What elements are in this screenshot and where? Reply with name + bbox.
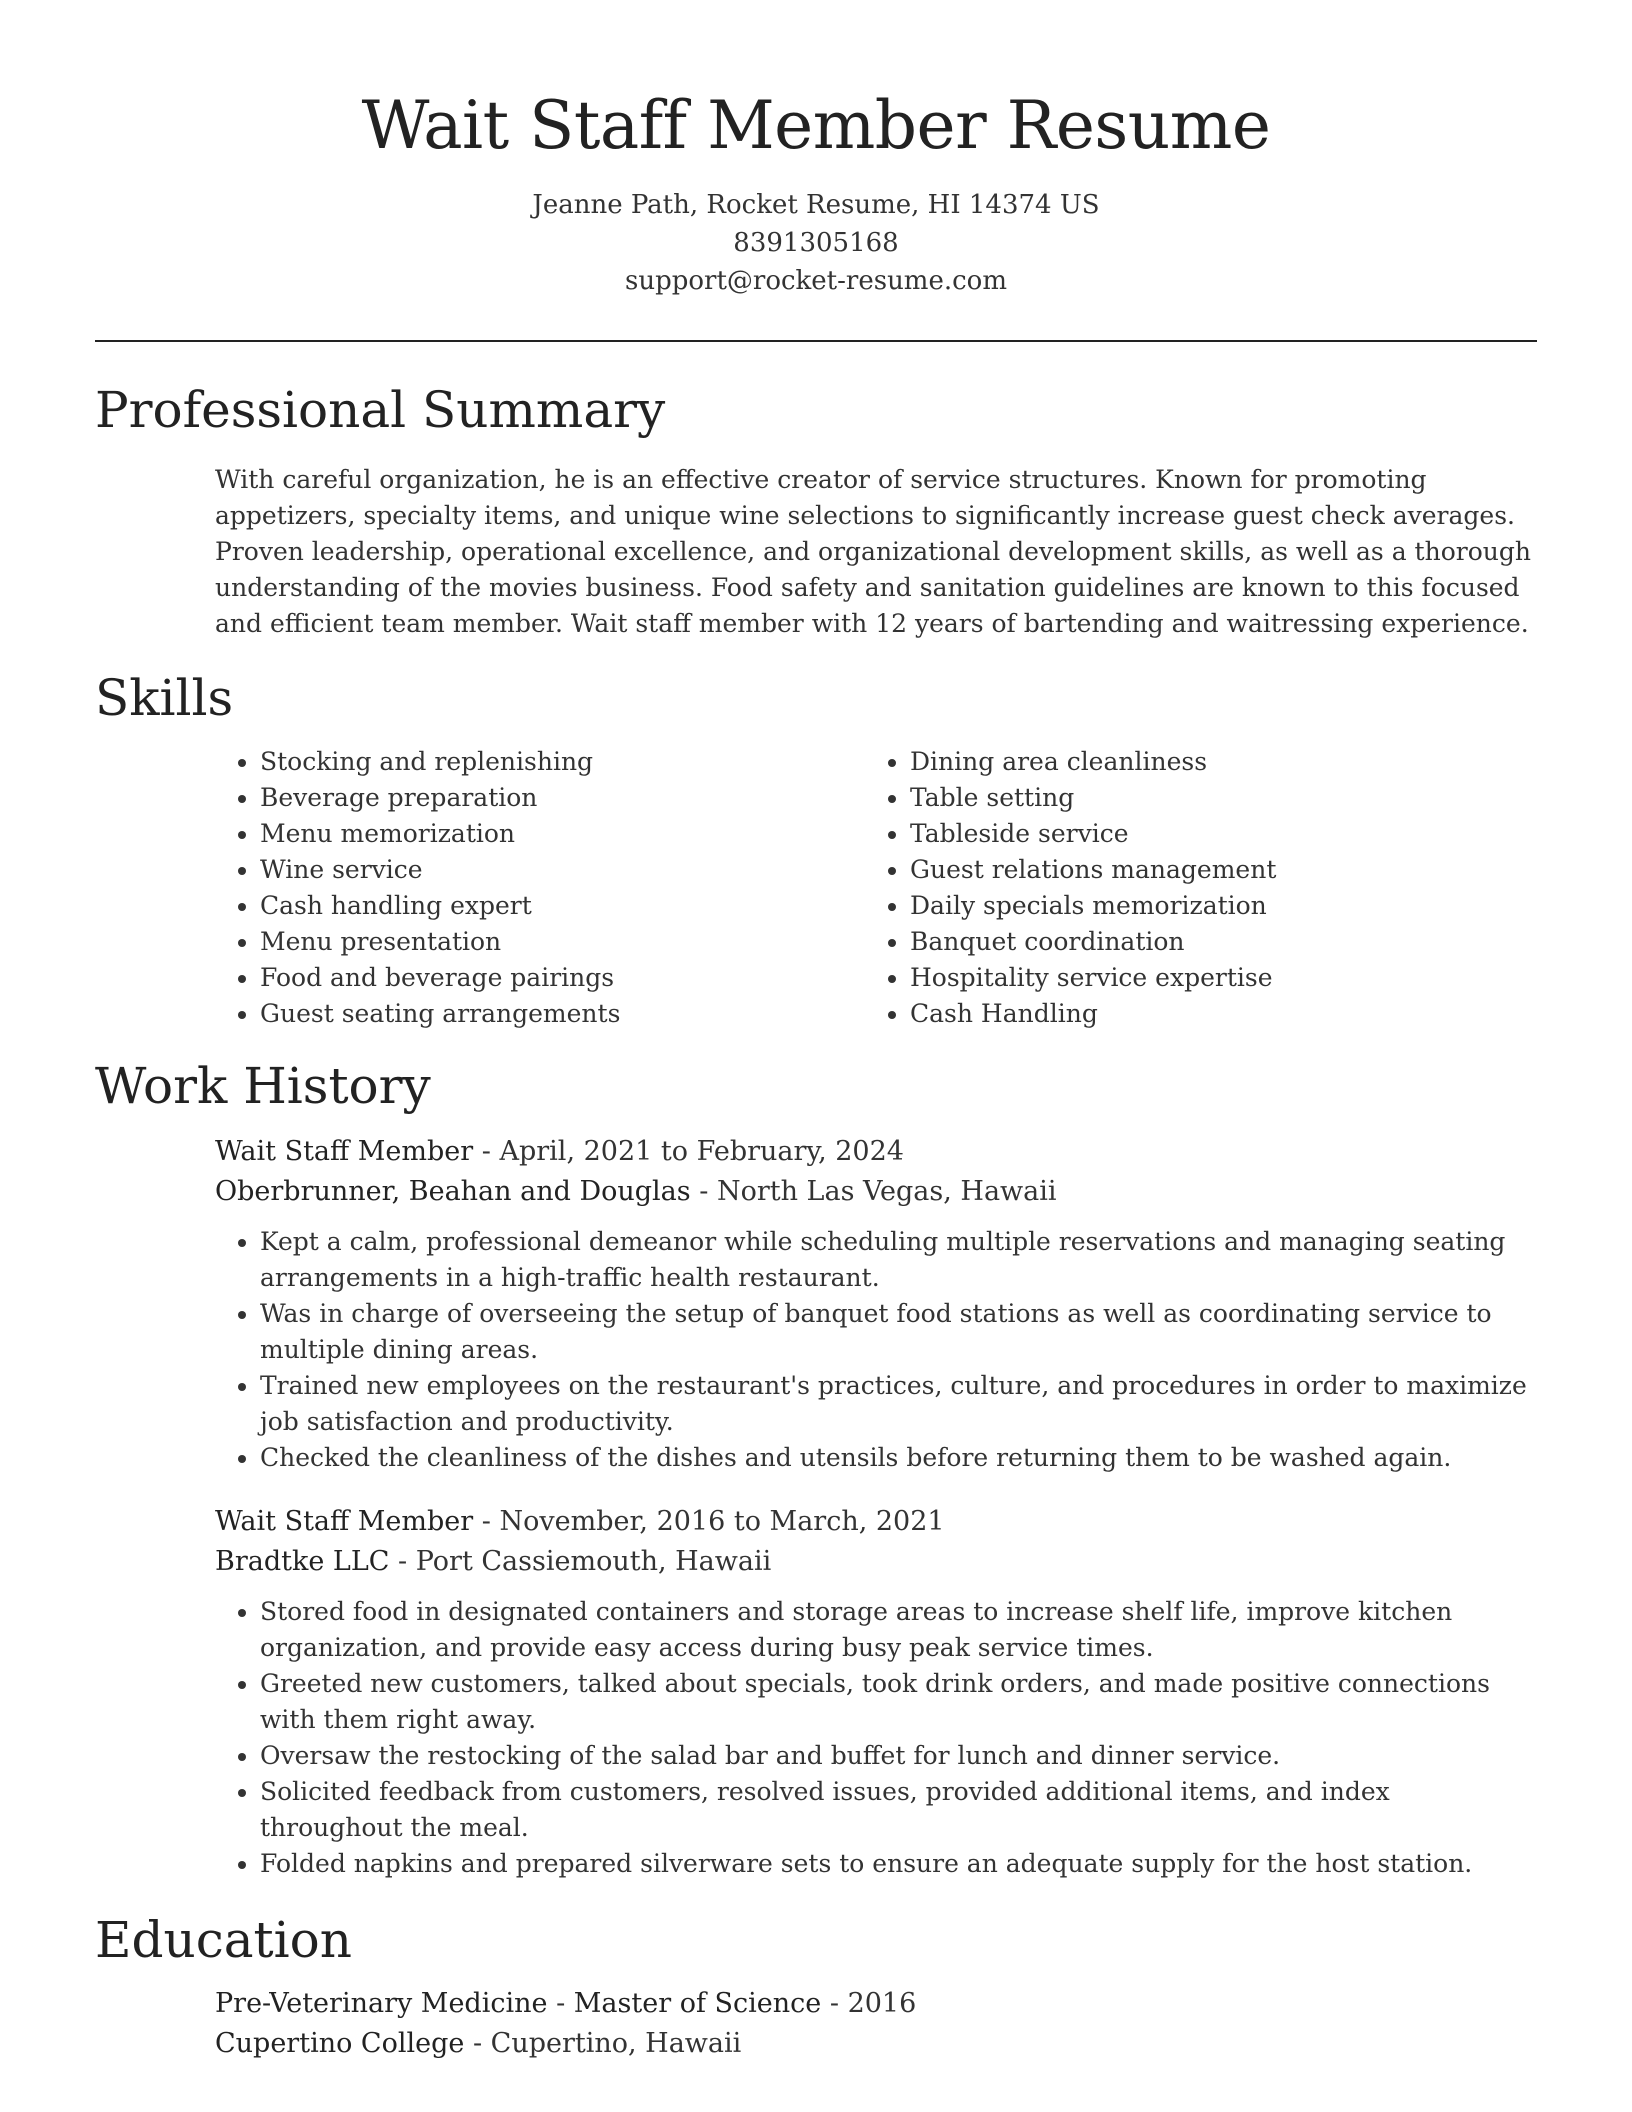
job-dates: November, 2016 to March, 2021	[499, 1506, 945, 1537]
summary-text: With careful organization, he is an effective creator of service structures. Known for promoting appetizers, specialty items, and unique wine selections to significantly increase guest check averages. Proven leadership, operational excellence, and organizational development skills, as well as a thorough understanding of the movies business. Food safety and sanitation guidelines are known to this focused and efficient team member. Wait staff member with 12 years of bartending and waitressing experience.	[215, 465, 1531, 638]
job-location: Port Cassiemouth, Hawaii	[415, 1546, 772, 1577]
job-company: Oberbrunner, Beahan and Douglas	[215, 1176, 691, 1207]
header-divider	[95, 340, 1537, 342]
job-duty: • Oversaw the restocking of the salad bar and buffet for lunch and dinner service.	[260, 1738, 1537, 1774]
job-company-line: Bradtke LLC - Port Cassiemouth, Hawaii	[215, 1546, 772, 1577]
education-entry	[215, 1984, 1537, 2064]
resume-title: Wait Staff Member Resume	[361, 87, 1271, 164]
job-duty: • Stored food in designated containers and storage areas to increase shelf life, improve kitchen organization, and provide easy access during busy peak service times.	[260, 1594, 1537, 1666]
job-duty: • Checked the cleanliness of the dishes and utensils before returning them to be washed again.	[260, 1440, 1537, 1476]
education-degree: Master of Science	[573, 1988, 822, 2019]
skill-item: • Guest seating arrangements	[260, 996, 865, 1032]
job-title: Wait Staff Member	[215, 1506, 474, 1537]
education-year: 2016	[847, 1988, 917, 2019]
job-company-line: Oberbrunner, Beahan and Douglas - North Las Vegas, Hawaii	[215, 1176, 1057, 1207]
skills-column-left	[215, 744, 865, 1032]
job-duty: • Trained new employees on the restaurant's practices, culture, and procedures in order to maximize job satisfaction and productivity.	[260, 1368, 1537, 1440]
skill-item: • Menu memorization	[260, 816, 865, 852]
skill-item: • Wine service	[260, 852, 865, 888]
skills-heading: Skills	[95, 669, 234, 727]
skills-column-right	[865, 744, 1515, 1032]
skill-item: • Beverage preparation	[260, 780, 865, 816]
contact-phone: 8391305168	[733, 228, 899, 258]
resume-header	[95, 0, 1537, 300]
skill-item: • Cash Handling	[910, 996, 1515, 1032]
contact-email: support@rocket-resume.com	[624, 266, 1007, 296]
skill-item: • Tableside service	[910, 816, 1515, 852]
job-duty: • Greeted new customers, talked about specials, took drink orders, and made positive connections with them right away.	[260, 1666, 1537, 1738]
skill-item: • Food and beverage pairings	[260, 960, 865, 996]
skill-item: • Stocking and replenishing	[260, 744, 865, 780]
job-duty: • Was in charge of overseeing the setup of banquet food stations as well as coordinating service to multiple dining areas.	[260, 1296, 1537, 1368]
skill-item: • Table setting	[910, 780, 1515, 816]
contact-address: Jeanne Path, Rocket Resume, HI 14374 US	[532, 190, 1100, 220]
job-duty: • Solicited feedback from customers, resolved issues, provided additional items, and index throughout the meal.	[260, 1774, 1537, 1846]
job-duty: • Folded napkins and prepared silverware sets to ensure an adequate supply for the host station.	[260, 1846, 1537, 1882]
skill-item: • Banquet coordination	[910, 924, 1515, 960]
job-company: Bradtke LLC	[215, 1546, 390, 1577]
job-dates: April, 2021 to February, 2024	[499, 1136, 904, 1167]
job-title-line: Wait Staff Member - November, 2016 to March, 2021	[215, 1506, 945, 1537]
education-field: Pre-Veterinary Medicine	[215, 1988, 548, 2019]
work-history-heading: Work History	[95, 1057, 431, 1115]
skills-list	[215, 744, 1537, 1032]
job-title: Wait Staff Member	[215, 1136, 474, 1167]
job-entry	[215, 1502, 1537, 1882]
job-location: North Las Vegas, Hawaii	[716, 1176, 1057, 1207]
education-school-line: Cupertino College - Cupertino, Hawaii	[215, 2028, 742, 2059]
job-duty: • Kept a calm, professional demeanor while scheduling multiple reservations and managing seating arrangements in a high-traffic health restaurant.	[260, 1224, 1537, 1296]
job-entry	[215, 1132, 1537, 1476]
skill-item: • Hospitality service expertise	[910, 960, 1515, 996]
skill-item: • Menu presentation	[260, 924, 865, 960]
education-degree-line: Pre-Veterinary Medicine - Master of Science - 2016	[215, 1988, 917, 2019]
job-duties	[215, 1594, 1537, 1882]
contact-info	[95, 186, 1537, 300]
job-title-line: Wait Staff Member - April, 2021 to February, 2024	[215, 1136, 904, 1167]
skill-item: • Dining area cleanliness	[910, 744, 1515, 780]
summary-heading: Professional Summary	[95, 381, 666, 439]
skill-item: • Daily specials memorization	[910, 888, 1515, 924]
education-school: Cupertino College	[215, 2028, 465, 2059]
job-duties	[215, 1224, 1537, 1476]
skill-item: • Cash handling expert	[260, 888, 865, 924]
education-heading: Education	[95, 1911, 352, 1969]
education-location: Cupertino, Hawaii	[490, 2028, 742, 2059]
skill-item: • Guest relations management	[910, 852, 1515, 888]
